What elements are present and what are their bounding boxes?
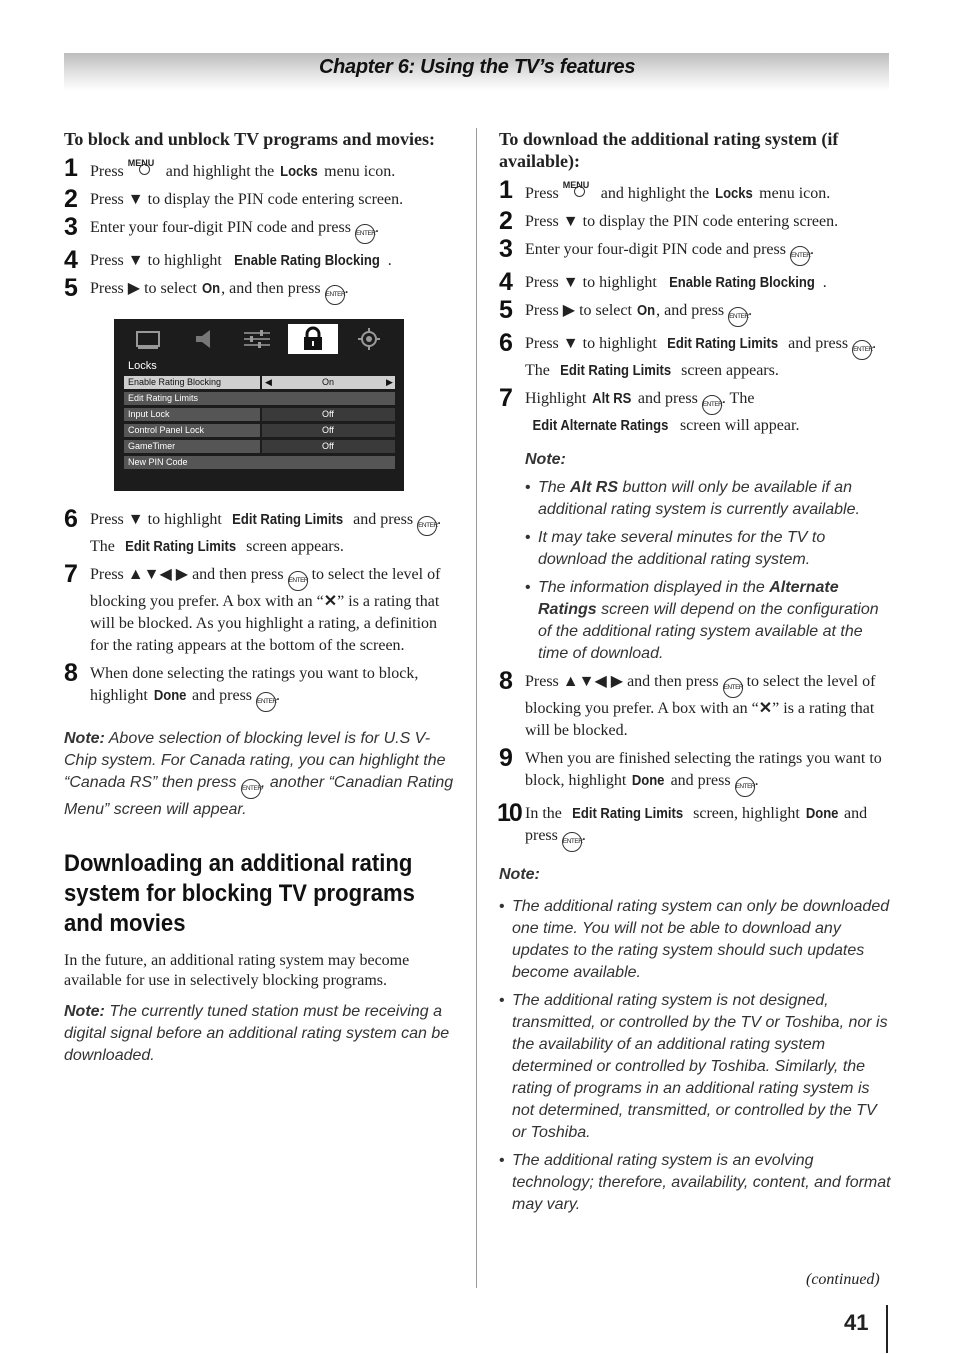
setup-menu-icon [232,324,282,354]
step-5: 5 Press ▶ to select On, and then press ENTER. [64,278,456,305]
step-10: 10 In the Edit Rating Limits screen, highlight Done and press ENTER. [499,803,891,852]
page-number: 41 [844,1310,869,1335]
audio-menu-icon [178,324,228,354]
section-title-download: To download the additional rating system (if available): [499,129,839,171]
enter-button-icon: ENTER [241,779,261,799]
tv-row-edit-rating-limits: Edit Rating Limits [124,392,395,405]
keyword: Locks [280,164,319,180]
step-number: 3 [499,235,513,263]
digital-signal-note: Note: The currently tuned station must be receiving a digital signal before an additional rating system can be downloaded. [64,1003,450,1064]
keyword: Done [805,806,839,822]
enter-button-icon: ENTER [325,285,345,305]
page-number-rule [886,1305,888,1353]
step-1: 1 Press MENU and highlight the Locks menu icon. [64,154,396,182]
column-divider [476,128,477,1288]
step-6: 6 Press ▼ to highlight Edit Rating Limits and press ENTER. The Edit Rating Limits screen appears. [64,509,456,558]
keyword: Edit Rating Limits [560,363,671,379]
enter-button-icon: ENTER [417,516,437,536]
step-number: 7 [64,560,78,588]
enter-button-icon: ENTER [562,832,582,852]
step-text: Press [90,163,124,180]
enter-button-icon: ENTER [702,395,722,415]
tv-menu-title: Locks [128,360,157,372]
left-arrow-icon: ◀ [265,377,272,387]
menu-button-icon: MENU [563,180,597,196]
tv-row-enable-rating-blocking: Enable Rating Blocking On ◀ ▶ [124,376,395,389]
step-number: 6 [499,329,513,357]
note-bullet: • The additional rating system can only be downloaded one time. You will not be able to download any updates to the rating system should such updates become available. [499,896,891,984]
step-number: 6 [64,505,78,533]
step-number: 1 [499,176,513,204]
step-7: 7 Press ▲▼◀ ▶ and then press ENTER to select the level of blocking you prefer. A box with an “✕” is a rating that will be blocked. As you highlight a rating, a definition for the rating appears at the bottom of the screen. [64,560,441,654]
locks-menu-icon [288,324,338,354]
keyword: Locks [715,186,754,202]
step-9: 9 When you are finished selecting the ratings you want to block, highlight Done and press ENTER. [499,748,891,797]
note-bullet: • The Alt RS button will only be available if an additional rating system is currently available. [525,477,891,521]
keyword: Enable Rating Blocking [668,275,815,291]
note-bullet: • The information displayed in the Alternate Ratings screen will depend on the configuration of the additional rating system available at the time of download. [525,577,891,665]
step-4: 4 Press ▼ to highlight Enable Rating Blocking . [499,268,827,296]
step-number: 2 [499,207,513,235]
keyword: Edit Rating Limits [125,539,236,555]
step-3: 3 Enter your four-digit PIN code and press ENTER. [64,217,456,244]
tv-row-gametimer: GameTimer Off [124,440,395,453]
step-number: 7 [499,384,513,412]
step-number: 10 [497,799,521,827]
canada-note: Note: Above selection of blocking level is for U.S V-Chip system. For Canada rating, you can highlight the “Canada RS” then press ENTER, another “Canadian Rating Menu” screen will appear. [64,730,454,818]
tv-row-control-panel-lock: Control Panel Lock Off [124,424,395,437]
step-number: 8 [64,659,78,687]
step-number: 4 [64,246,78,274]
step-number: 8 [499,667,513,695]
enter-button-icon: ENTER [256,692,276,712]
chapter-title: Chapter 6: Using the TV’s features [319,56,636,78]
download-section-heading: Downloading an additional rating system for blocking TV programs and movies [64,850,415,937]
keyword: Edit Rating Limits [667,336,778,352]
x-mark-icon: ✕ [323,593,338,610]
right-arrow-icon: ▶ [386,377,393,387]
note-bullet: • The additional rating system is not designed, transmitted, or controlled by the TV or Toshiba, nor is the availability of an additional rating system determined or controlled by Toshiba. Similarly, the rating of programs in an additional rating system is not determined, transmitted, or controlled by the TV or Toshiba. [499,990,891,1144]
keyword: On [636,303,656,319]
step-number: 3 [64,213,78,241]
menu-button-icon: MENU [128,158,162,174]
step-7: 7 Highlight Alt RS and press ENTER. The Edit Alternate Ratings screen will appear. [499,388,891,437]
step-number: 5 [64,274,78,302]
step-number: 4 [499,268,513,296]
intro-paragraph: In the future, an additional rating system may become available for use in selectively blocking programs. [64,952,410,989]
enter-button-icon: ENTER [735,777,755,797]
keyword: Done [632,773,665,789]
tv-row-new-pin-code: New PIN Code [124,456,395,469]
keyword: Alt RS [592,391,632,407]
enter-button-icon: ENTER [728,307,748,327]
keyword: Edit Rating Limits [572,806,683,822]
tv-locks-menu-screenshot [114,319,404,491]
keyword: Done [153,688,187,704]
tv-row-input-lock: Input Lock Off [124,408,395,421]
note-bullet: • It may take several minutes for the TV to download the additional rating system. [525,527,891,571]
enter-button-icon: ENTER [852,340,872,360]
step-number: 5 [499,296,513,324]
x-mark-icon: ✕ [758,700,773,717]
step-6: 6 Press ▼ to highlight Edit Rating Limits and press ENTER. The Edit Rating Limits screen appears. [499,333,891,382]
enter-button-icon: ENTER [355,224,375,244]
step-5: 5 Press ▶ to select On, and press ENTER. [499,300,891,327]
step-2: 2 Press ▼ to display the PIN code entering screen. [64,185,404,213]
step-8: 8 Press ▲▼◀ ▶ and then press ENTER to select the level of blocking you prefer. A box with an “✕” is a rating that will be blocked. [499,667,876,739]
step-3: 3 Enter your four-digit PIN code and press ENTER. [499,239,891,266]
preferences-gear-icon [344,324,394,354]
note-bullet: • The additional rating system is an evolving technology; therefore, availability, content, and format may vary. [499,1150,891,1216]
download-note: Note: • The additional rating system can only be downloaded one time. You will not be able to download any updates to the rating system should such updates become available. • The additional rating system is not designed, transmitted, or controlled by the TV or Toshiba, nor is the availability of an additional rating system determined or controlled by Toshiba. Similarly, the rating of programs in an additional rating system is not determined, transmitted, or controlled by the TV or Toshiba. • The additional rating system is an evolving technology; therefore, availability, content, and format may vary. [499,864,891,1216]
step-2: 2 Press ▼ to display the PIN code entering screen. [499,207,839,235]
step-8: 8 When done selecting the ratings you want to block, highlight Done and press ENTER. [64,663,456,712]
enter-button-icon: ENTER [288,571,308,591]
continued-label: (continued) [806,1271,880,1288]
step-1: 1 Press MENU and highlight the Locks menu icon. [499,176,831,204]
picture-menu-icon [124,324,174,354]
enter-button-icon: ENTER [790,246,810,266]
step-4: 4 Press ▼ to highlight Enable Rating Blocking . [64,246,392,274]
step-number: 2 [64,185,78,213]
section-title-block: To block and unblock TV programs and movies: [64,129,435,149]
keyword: Edit Rating Limits [232,512,343,528]
keyword: Edit Alternate Ratings [532,418,669,434]
enter-button-icon: ENTER [723,678,743,698]
right-column [499,128,891,1222]
alt-rs-note: Note: • The Alt RS button will only be available if an additional rating system is currently available. • It may take several minutes for the TV to download the additional rating system. • The information displayed in the Alternate Ratings screen will depend on the configuration of the additional rating system available at the time of download. [499,449,891,665]
step-number: 9 [499,744,513,772]
left-column [64,128,456,1067]
tv-menu-icon-bar [124,324,402,354]
step-number: 1 [64,154,78,182]
keyword: On [201,281,221,297]
keyword: Enable Rating Blocking [233,253,380,269]
